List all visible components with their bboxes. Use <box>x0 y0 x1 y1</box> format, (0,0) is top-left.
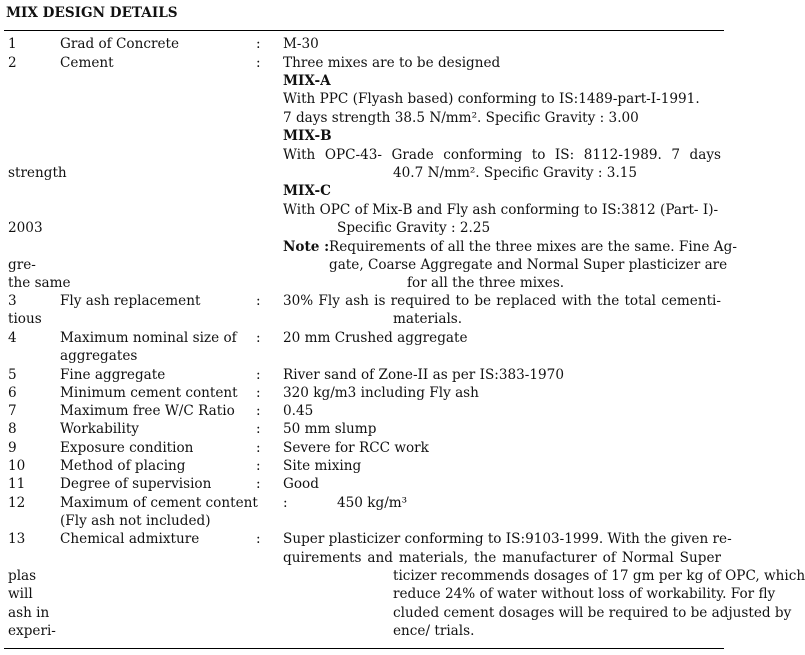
row-label: Maximum nominal size of <box>60 330 237 346</box>
colon: : <box>256 36 261 52</box>
row-number: 6 <box>8 385 17 401</box>
row-label: Fine aggregate <box>60 367 166 383</box>
row-value: Severe for RCC work <box>283 440 429 456</box>
row-number: 10 <box>8 458 26 474</box>
colon: : <box>283 495 288 511</box>
row-value: reduce 24% of water without loss of workability. For fly <box>393 586 776 602</box>
row-label: (Fly ash not included) <box>60 513 211 529</box>
note-heading: Note : <box>283 239 330 255</box>
note-text: Requirements of all the three mixes are the same. Fine Ag- <box>329 239 737 255</box>
row-label: Grad of Concrete <box>60 36 180 52</box>
row-value: quirements and materials, the manufacturer of Normal Super <box>283 550 721 566</box>
orphan-text: experi- <box>8 623 56 639</box>
row-value: 320 kg/m3 including Fly ash <box>283 385 479 401</box>
row-label: Cement <box>60 55 114 71</box>
row-value: Site mixing <box>283 458 362 474</box>
row-value: 450 kg/m³ <box>337 495 408 511</box>
orphan-text: ash in <box>8 605 50 621</box>
colon: : <box>256 330 261 346</box>
row-label: aggregates <box>60 348 138 364</box>
colon: : <box>256 367 261 383</box>
colon: : <box>256 403 261 419</box>
row-label: Exposure condition <box>60 440 194 456</box>
row-label: Maximum free W/C Ratio <box>60 403 235 419</box>
row-number: 1 <box>8 36 17 52</box>
row-label: Workability <box>60 421 139 437</box>
row-label: Fly ash replacement <box>60 293 201 309</box>
note-text: gate, Coarse Aggregate and Normal Super plasticizer are <box>329 257 728 273</box>
orphan-text: the same <box>8 275 71 291</box>
mix-c-text: With OPC of Mix-B and Fly ash conforming to IS:3812 (Part- I)- <box>283 202 719 218</box>
row-label: Minimum cement content <box>60 385 238 401</box>
row-value: Super plasticizer conforming to IS:9103-1999. With the given re- <box>283 531 732 547</box>
bottom-rule <box>4 648 724 649</box>
row-number: 3 <box>8 293 17 309</box>
row-value: materials. <box>393 311 463 327</box>
row-number: 13 <box>8 531 26 547</box>
colon: : <box>256 385 261 401</box>
row-value: Three mixes are to be designed <box>283 55 501 71</box>
colon: : <box>256 476 261 492</box>
orphan-text: strength <box>8 165 67 181</box>
orphan-text: plas <box>8 568 37 584</box>
row-label: Method of placing <box>60 458 186 474</box>
row-number: 11 <box>8 476 26 492</box>
mix-a-heading: MIX-A <box>283 73 331 89</box>
row-value: M-30 <box>283 36 319 52</box>
row-number: 4 <box>8 330 17 346</box>
row-value: River sand of Zone-II as per IS:383-1970 <box>283 367 564 383</box>
row-number: 12 <box>8 495 26 511</box>
row-value: 0.45 <box>283 403 314 419</box>
row-number: 8 <box>8 421 17 437</box>
orphan-text: gre- <box>8 257 36 273</box>
mix-b-text: 40.7 N/mm². Specific Gravity : 3.15 <box>393 165 638 181</box>
page-title: MIX DESIGN DETAILS <box>6 5 178 21</box>
mix-c-text: Specific Gravity : 2.25 <box>337 220 491 236</box>
row-number: 2 <box>8 55 17 71</box>
row-label: Chemical admixture <box>60 531 200 547</box>
orphan-text: tious <box>8 311 42 327</box>
colon: : <box>256 531 261 547</box>
row-value: ence/ trials. <box>393 623 475 639</box>
colon: : <box>256 458 261 474</box>
orphan-text: will <box>8 586 33 602</box>
mix-b-text: With OPC-43- Grade conforming to IS: 8112-1989. 7 days <box>283 147 721 163</box>
row-value: Good <box>283 476 319 492</box>
row-value: 50 mm slump <box>283 421 377 437</box>
orphan-text: 2003 <box>8 220 43 236</box>
colon: : <box>256 440 261 456</box>
row-value: 20 mm Crushed aggregate <box>283 330 468 346</box>
note-text: for all the three mixes. <box>407 275 565 291</box>
row-value: ticizer recommends dosages of 17 gm per kg of OPC, which <box>393 568 805 584</box>
row-label: Degree of supervision <box>60 476 212 492</box>
mix-a-text: 7 days strength 38.5 N/mm². Specific Gravity : 3.00 <box>283 110 639 126</box>
mix-a-text: With PPC (Flyash based) conforming to IS:1489-part-I-1991. <box>283 91 700 107</box>
row-value: cluded cement dosages will be required to be adjusted by <box>393 605 792 621</box>
row-value: 30% Fly ash is required to be replaced with the total cementi- <box>283 293 721 309</box>
row-number: 7 <box>8 403 17 419</box>
row-number: 9 <box>8 440 17 456</box>
mix-b-heading: MIX-B <box>283 128 332 144</box>
colon: : <box>256 421 261 437</box>
row-label: Maximum of cement content <box>60 495 258 511</box>
colon: : <box>256 293 261 309</box>
row-number: 5 <box>8 367 17 383</box>
colon: : <box>256 55 261 71</box>
top-rule <box>4 30 724 31</box>
mix-c-heading: MIX-C <box>283 183 331 199</box>
